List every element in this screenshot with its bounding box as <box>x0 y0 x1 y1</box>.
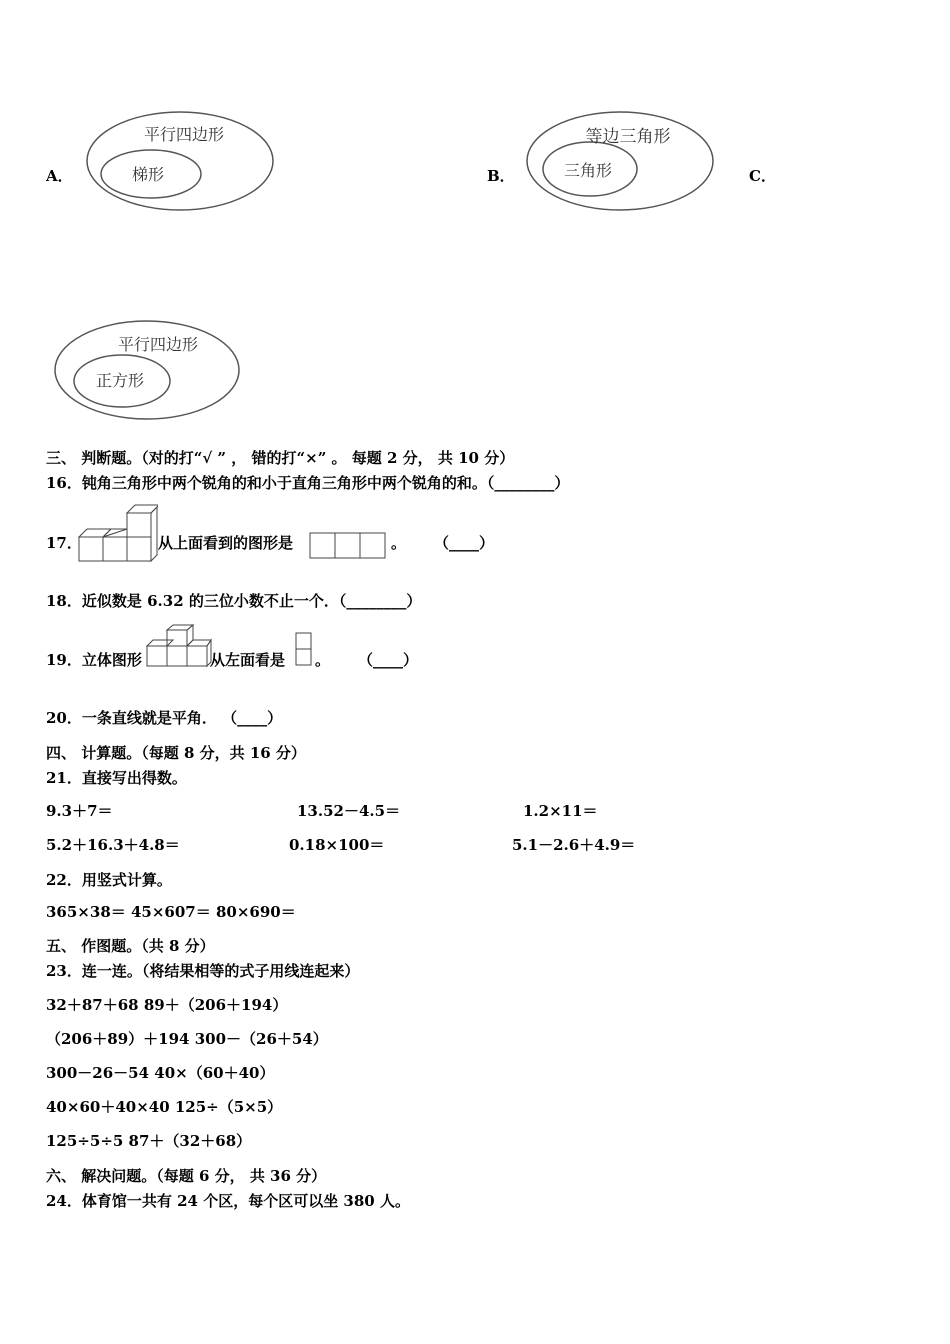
matching-row: 32＋87＋68 89＋（206＋194） <box>46 996 288 1014</box>
matching-row: （206＋89）＋194 300－（26＋54） <box>46 1030 328 1048</box>
question-17-text: 从上面看到的图形是 <box>158 534 294 552</box>
calc-item: 9.3＋7＝ <box>46 802 113 820</box>
left-view-figure <box>295 632 313 668</box>
top-view-figure <box>309 532 389 560</box>
question-20: 20．一条直线就是平角． （____） <box>46 709 283 727</box>
calc-item: 0.18×100＝ <box>289 836 385 854</box>
option-c-letter: C． <box>749 167 776 185</box>
calc-item: 1.2×11＝ <box>523 802 598 820</box>
matching-row: 40×60＋40×40 125÷（5×5） <box>46 1098 283 1116</box>
question-19-period: 。 <box>315 651 331 669</box>
section-6-heading: 六、 解决问题。（每题 6 分， 共 36 分） <box>46 1167 327 1185</box>
question-16: 16．钝角三角形中两个锐角的和小于直角三角形中两个锐角的和。（________） <box>46 474 570 492</box>
question-22: 22．用竖式计算。 <box>46 871 172 889</box>
matching-row: 300－26－54 40×（60＋40） <box>46 1064 275 1082</box>
venn-b-outer-label: 等边三角形 <box>585 127 671 147</box>
calc-item: 5.2＋16.3＋4.8＝ <box>46 836 180 854</box>
venn-b-inner-label: 三角形 <box>563 161 613 180</box>
venn-a-outer-label: 平行四边形 <box>143 125 225 144</box>
section-5-heading: 五、 作图题。（共 8 分） <box>46 937 215 955</box>
section-4-heading: 四、 计算题。（每题 8 分，共 16 分） <box>46 744 306 762</box>
question-23: 23．连一连。（将结果相等的式子用线连起来） <box>46 962 360 980</box>
option-b-letter: B． <box>487 167 515 185</box>
matching-row: 125÷5÷5 87＋（32＋68） <box>46 1132 252 1150</box>
question-19-mid: 从左面看是 <box>210 651 286 669</box>
cube-stack-figure <box>78 503 158 563</box>
venn-diagram-c <box>52 320 246 424</box>
venn-a-inner-label: 梯形 <box>131 165 165 184</box>
solid-figure <box>146 624 212 668</box>
question-24: 24．体育馆一共有 24 个区，每个区可以坐 380 人。 <box>46 1192 410 1210</box>
question-17-answer-blank[interactable]: （____） <box>434 534 495 552</box>
question-19-answer-blank[interactable]: （____） <box>358 651 419 669</box>
question-22-expressions: 365×38＝ 45×607＝ 80×690＝ <box>46 903 296 921</box>
venn-c-inner-label: 正方形 <box>95 371 145 390</box>
venn-diagram-a <box>84 110 278 214</box>
question-18: 18．近似数是 6.32 的三位小数不止一个．（________） <box>46 592 422 610</box>
question-17-number: 17． <box>46 534 82 552</box>
question-17-period: 。 <box>391 534 407 552</box>
calc-item: 5.1－2.6＋4.9＝ <box>512 836 636 854</box>
question-19-text: 19．立体图形 <box>46 651 142 669</box>
calc-item: 13.52－4.5＝ <box>297 802 401 820</box>
question-21: 21．直接写出得数。 <box>46 769 187 787</box>
section-3-heading: 三、 判断题。（对的打“√ ” ， 错的打“×” 。 每题 2 分， 共 10 分） <box>46 449 515 467</box>
venn-diagram-b <box>524 110 718 214</box>
venn-c-outer-label: 平行四边形 <box>117 335 199 354</box>
option-a-letter: A． <box>46 167 73 185</box>
